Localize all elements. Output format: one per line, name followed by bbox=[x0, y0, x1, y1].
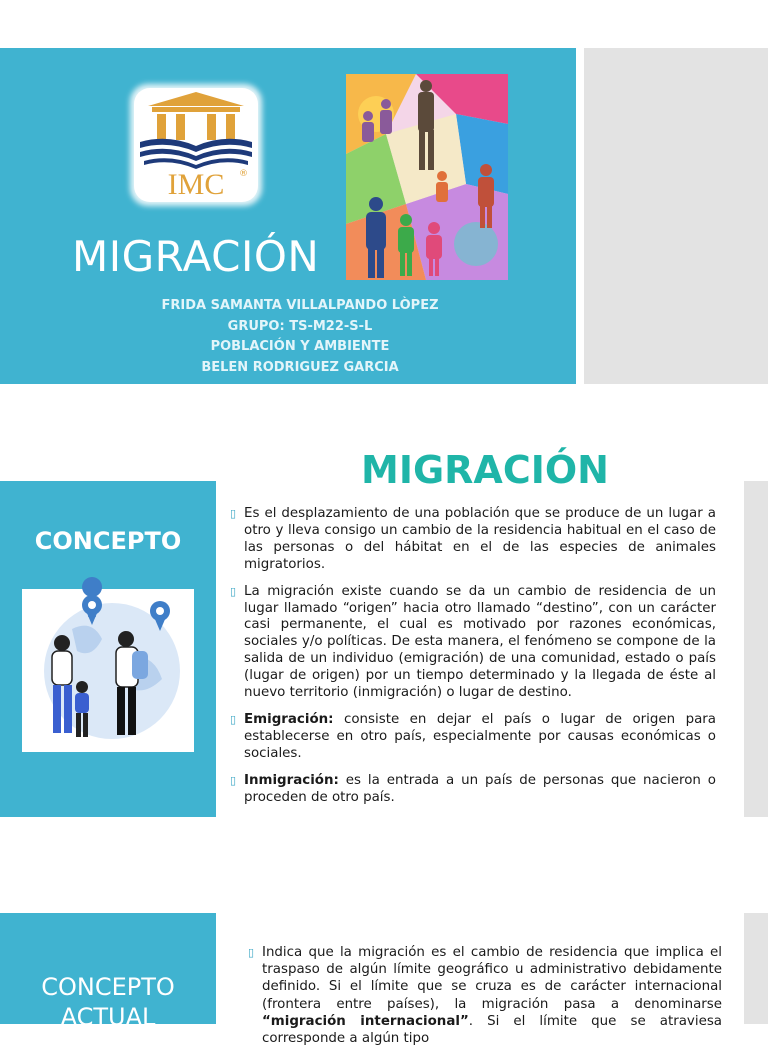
bullet-marker-icon: ▯ bbox=[248, 946, 255, 959]
bullet-marker-icon: ▯ bbox=[230, 507, 237, 520]
current-concept-bullet-1 bbox=[248, 944, 722, 1047]
bullet-term: Emigración: bbox=[244, 711, 334, 727]
concept-bullet-list bbox=[230, 506, 716, 817]
group-code: GRUPO: TS-M22-S-L bbox=[227, 318, 373, 334]
concept-bullet-1 bbox=[230, 506, 716, 574]
migration-artwork-image bbox=[346, 74, 508, 280]
author-name: FRIDA SAMANTA VILLALPANDO LÒPEZ bbox=[161, 298, 439, 313]
bullet-term: “migración internacional” bbox=[262, 1013, 469, 1029]
logo-text: IMC bbox=[167, 168, 225, 201]
bullet-text: es la entrada a un país de personas que nacieron o proceden de otro país. bbox=[244, 772, 716, 805]
subject-name: POBLACIÓN Y AMBIENTE bbox=[210, 339, 390, 354]
migrant-family-globe-illustration bbox=[22, 589, 194, 752]
concept-bullet-2 bbox=[230, 584, 716, 702]
current-concept-bullet-list bbox=[248, 944, 722, 1047]
concept-bullet-4 bbox=[230, 773, 716, 807]
current-concept-label-line2: ACTUAL bbox=[60, 1003, 156, 1031]
slide2-right-preview bbox=[744, 481, 768, 817]
bullet-marker-icon: ▯ bbox=[230, 712, 237, 726]
teacher-name: BELEN RODRIGUEZ GARCIA bbox=[201, 359, 399, 375]
next-slide-preview bbox=[584, 48, 768, 384]
logo-registered-mark: ® bbox=[239, 169, 248, 179]
title-slide-heading: MIGRACIÓN bbox=[72, 232, 320, 281]
bullet-text-end: . Si el límite que se atraviesa corresponde a algún tipo bbox=[262, 1013, 722, 1047]
bullet-marker-icon: ▯ bbox=[230, 584, 237, 598]
current-concept-label bbox=[0, 972, 216, 1032]
bullet-text: La migración existe cuando se da un cambio de residencia de un lugar llamado “origen” hacia otro llamado “destino”, con un carácter casi permanente, el cual es motivado por razones económicas, sociales y/o políticas. De esta manera, el fenómeno se compone de la salida de un individuo (emigración) de una comunidad, estado o país (lugar de origen) por un tiempo determinado y la llegada de éste al nuevo territorio (inmigración) o lugar de destino. bbox=[244, 583, 716, 701]
title-slide-credits bbox=[100, 296, 500, 378]
imc-logo bbox=[124, 80, 268, 210]
bullet-text-start: Indica que la migración es el cambio de residencia que implica el traspaso de algún límite geográfico u administrativo debidamente definido. Si el límite que se cruza es de carácter internacional (frontera entre países), la migración pasa a denominarse bbox=[262, 945, 722, 1012]
slide3-right-preview bbox=[744, 913, 768, 1024]
concept-bullet-3 bbox=[230, 712, 716, 763]
bullet-term: Inmigración: bbox=[244, 772, 339, 788]
slide2-heading: MIGRACIÓN bbox=[361, 448, 609, 492]
current-concept-label-line1: CONCEPTO bbox=[41, 973, 175, 1001]
bullet-marker-icon: ▯ bbox=[230, 773, 237, 787]
concept-label: CONCEPTO bbox=[34, 527, 182, 555]
bullet-text: Es el desplazamiento de una población que se produce de un lugar a otro y lleva consigo un cambio de la residencia habitual en el caso de las personas o del hábitat en el de las especies de animales migratorios. bbox=[244, 506, 716, 572]
bullet-text: consiste en dejar el país o lugar de origen para establecerse en otro país, especialmente por causas económicas o sociales. bbox=[244, 711, 716, 761]
